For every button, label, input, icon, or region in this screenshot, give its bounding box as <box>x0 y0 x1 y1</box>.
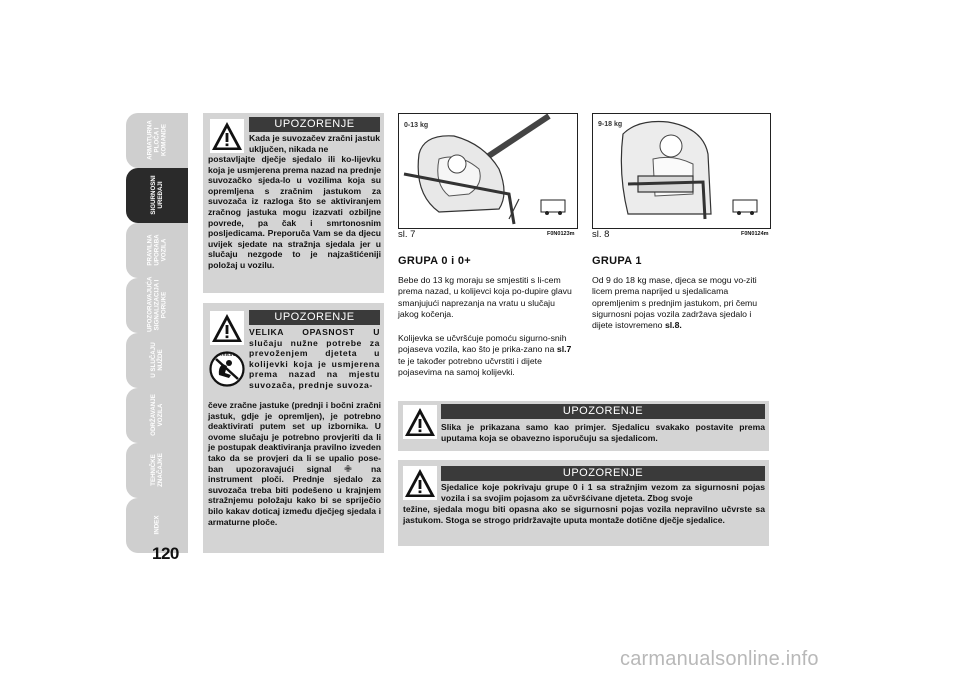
figure-weight-tag: 9-18 kg <box>598 121 623 128</box>
tab-label: ARMATURNA PLOČA I KOMANDE <box>146 120 168 160</box>
warning-lead-text: Kada je suvozačev zračni jastuk uključen, nikada ne <box>249 133 380 154</box>
warning-lead-text: Sjedalice koje pokrivaju grupe 0 i 1 sa stražnjim vezom za sigurnosni pojas vozila i sa svojim pojasom za učvršćivane djeteta. Zbog svoje <box>441 482 765 503</box>
warning-triangle-icon <box>210 119 244 153</box>
warning-triangle-icon <box>210 311 244 345</box>
airbag-child-seat-prohibited-icon <box>209 351 245 387</box>
paragraph-text: Kolijevka se učvršćuje pomoću sigurno-snih pojaseva vozila, kao što je prika-zano na <box>398 333 567 355</box>
watermark: carmanualsonline.info <box>620 648 819 670</box>
warning-box-airbag-deactivation <box>203 303 384 553</box>
warning-title: UPOZORENJE <box>249 310 380 325</box>
figure-reference: sl.8. <box>664 320 682 331</box>
warning-title: UPOZORENJE <box>249 117 380 132</box>
section-heading-group-0: GRUPA 0 i 0+ <box>398 255 471 267</box>
figure-7-child-seat-group-0 <box>398 113 578 229</box>
warning-body-part2: na instrument ploči. Prednje sjedalo za suvozača treba biti podešeno u krajnjem stražnjemu položaju kako bi se spriječio bilo kakav doticaj između dječjeg sjedala i armaturne ploče. <box>208 463 382 527</box>
warning-triangle-icon <box>403 466 437 500</box>
figure-7-code: F0N0123m <box>547 231 575 237</box>
forward-facing-seat-illustration <box>593 114 770 228</box>
figure-8-caption: sl. 8 <box>592 229 610 240</box>
figure-8-code: F0N0124m <box>741 231 769 237</box>
figure-7-caption: sl. 7 <box>398 229 416 240</box>
group-1-paragraph <box>592 275 769 331</box>
tab-label: UPOZORAVAJUĆA SIGNALIZACIJA I PORUKE <box>146 276 168 332</box>
paragraph-text: te je također potrebno učvrstiti i dijete pojasevima na samoj kolijevki. <box>398 355 542 377</box>
tab-label: SIGURNOSNI UREĐAJI <box>150 175 164 215</box>
warning-box-airbag <box>203 113 384 293</box>
tab-label: U SLUČAJU NUŽDE <box>150 342 164 378</box>
tab-armaturna-ploca[interactable] <box>126 113 188 168</box>
warning-body-text: težine, sjedala mogu biti opasna ako se sigurnosni pojas vozila nepravilno učvrste sa jastukom. Stoga se strogo pridržavajte uputa montaže dotične dječje sjedalice. <box>403 504 765 525</box>
tab-upozoravajuca-signalizacija[interactable] <box>126 278 188 333</box>
warning-body-text <box>208 400 381 527</box>
airbag-off-symbol-icon: ✙ <box>344 463 352 474</box>
warning-lead-text: VELIKA OPASNOST U slučaju nužne potrebe za prevoženjem djeteta u kolijevki koja je usmjerena prema nazad na mjestu suvozača, prednje suvoza- <box>249 327 380 390</box>
section-heading-group-1: GRUPA 1 <box>592 255 642 267</box>
group-0-paragraph-2 <box>398 333 576 378</box>
tab-label: PRAVILNA UPORABA VOZILA <box>146 234 168 266</box>
airbag-badge-text: AIRBAG <box>217 352 237 357</box>
tab-sigurnosni-uredaji[interactable] <box>126 168 188 223</box>
tab-odrzavanje-vozila[interactable] <box>126 388 188 443</box>
rear-facing-seat-illustration <box>399 114 577 228</box>
warning-box-illustration-example <box>398 401 769 451</box>
tab-pravilna-uporaba[interactable] <box>126 223 188 278</box>
warning-title: UPOZORENJE <box>441 466 765 481</box>
warning-triangle-icon <box>403 405 437 439</box>
warning-title: UPOZORENJE <box>441 404 765 419</box>
figure-8-child-seat-group-1 <box>592 113 771 229</box>
tab-label: INDEX <box>153 515 161 535</box>
figure-weight-tag: 0-13 kg <box>404 122 429 129</box>
warning-body-text: Slika je prikazana samo kao primjer. Sjedalicu svakako postavite prema uputama koja se obavezno isporučuju sa sjedalicom. <box>441 422 765 443</box>
tab-tehnicke-znacajke[interactable] <box>126 443 188 498</box>
page-number: 120 <box>152 544 179 563</box>
warning-body-text: postavljajte dječje sjedalo ili ko-lijevku koja je usmjerena prema nazad na prednje suvozačko sjeda-lo u vozilima koja su opremljena s zračnim jastukom za suvozača iz razloga što se aktiviranjem zračnog jastuka mogu izazvati ozbiljne povrede, pa čak i smrtonosnim posljedicama. Preporuča Vam se da djecu uvijek sjedate na stražnja sjedala jer u slučaju nezgode to je najzaštićeniji položaj u vozilu. <box>208 154 381 270</box>
warning-box-seat-groups <box>398 460 769 546</box>
group-0-paragraph-1: Bebe do 13 kg moraju se smjestiti s li-cem prema nazad, u kolijevci koja po-dupire glavu smanjujući naprezanja na vratu u slučaju jakog kočenja. <box>398 275 572 319</box>
tab-label: TEHNIČKE ZNAČAJKE <box>150 453 164 487</box>
figure-reference: sl.7 <box>556 344 572 355</box>
tab-label: ODRŽAVANJE VOZILA <box>150 394 164 436</box>
tab-u-slucaju-nuzde[interactable] <box>126 333 188 388</box>
paragraph-text: Od 9 do 18 kg mase, djeca se mogu vo-ziti licem prema naprijed u sjedalicama opremljenim s prednjim jastukom, pri čemu sigurnosni pojas vozila zadržava sjedalo i dijete istovremeno <box>592 275 758 331</box>
warning-body-part1: čeve zračne jastuke (prednji i bočni zračni jastuk, gdje je opremljen), je potrebno deaktivirati putem set up izbornika. U ovome slučaju je potrebno provjeriti da li je postupak deaktiviranja pravilno izveden tako da se provjeri da li se upalio pose-ban upozoravajući signal <box>208 400 381 474</box>
